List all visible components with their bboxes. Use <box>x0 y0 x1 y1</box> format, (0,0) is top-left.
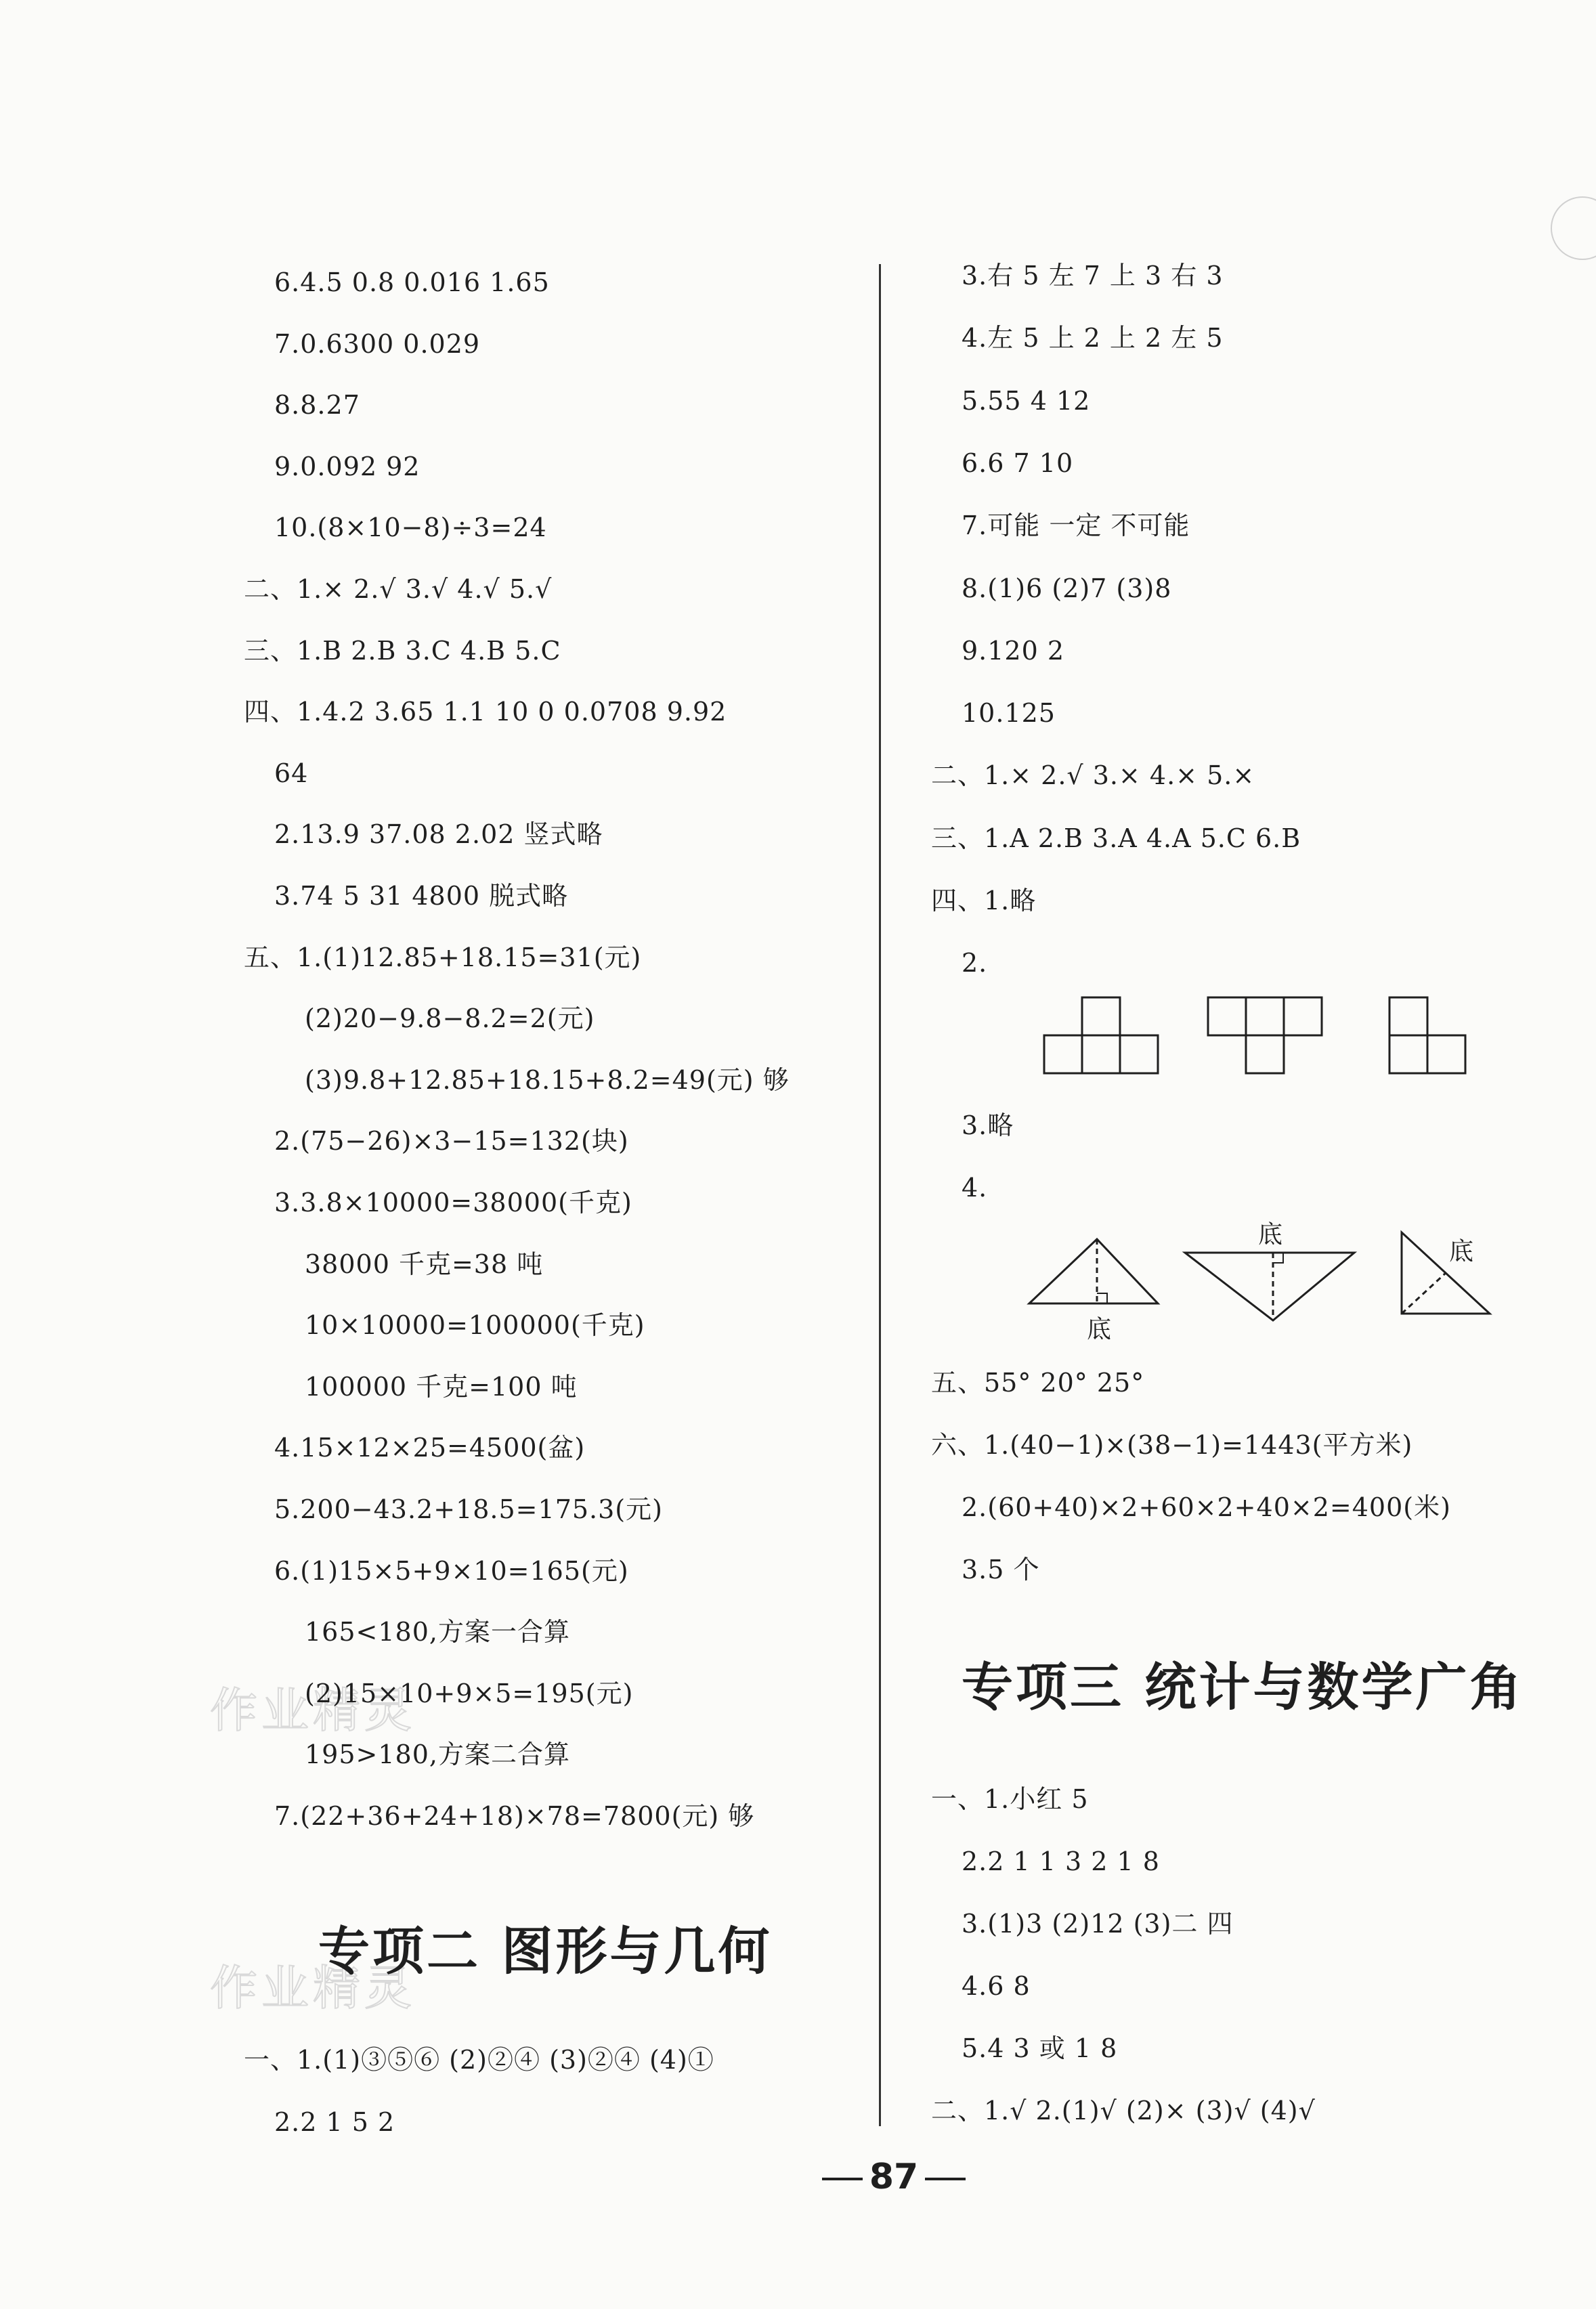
answer-line: 2.2 1 5 2 <box>274 2107 395 2137</box>
corner-logo-stamp <box>1551 196 1596 260</box>
section-heading-statistics: 专项三 统计与数学广角 <box>962 1657 1524 1717</box>
answer-line: 5.55 4 12 <box>962 385 1091 416</box>
answer-line: 3.右 5 左 7 上 3 右 3 <box>962 261 1224 290</box>
answer-line: 六、1.(40−1)×(38−1)=1443(平方米) <box>931 1430 1413 1460</box>
triangle-base-figures <box>1022 1212 1510 1347</box>
answer-line: 2.(75−26)×3−15=132(块) <box>274 1126 629 1157</box>
answer-line: 二、1.× 2.√ 3.√ 4.√ 5.√ <box>244 574 553 604</box>
answer-line: 8.(1)6 (2)7 (3)8 <box>962 573 1172 603</box>
page-number <box>813 2157 975 2197</box>
answer-line: 6.(1)15×5+9×10=165(元) <box>274 1555 629 1586</box>
answer-line: 一、1.(1)③⑤⑥ (2)②④ (3)②④ (4)① <box>244 2045 714 2075</box>
answer-line: 6.6 7 10 <box>962 448 1074 478</box>
answer-line: 38000 千克=38 吨 <box>305 1249 544 1279</box>
triangle-1-base-label: 底 <box>1087 1316 1112 1343</box>
watermark: 作业精灵 <box>210 1960 416 2016</box>
answer-line: 四、1.4.2 3.65 1.1 10 0 0.0708 9.92 <box>244 697 727 727</box>
column-divider <box>879 264 881 2126</box>
answer-line: 10.(8×10−8)÷3=24 <box>274 513 547 543</box>
answer-line: 4.左 5 上 2 上 2 左 5 <box>962 323 1224 353</box>
triangle-3-base-label: 底 <box>1449 1238 1474 1266</box>
answer-line: 三、1.B 2.B 3.C 4.B 5.C <box>244 635 561 666</box>
answer-line: (2)20−9.8−8.2=2(元) <box>305 1004 595 1034</box>
answer-line: 三、1.A 2.B 3.A 4.A 5.C 6.B <box>931 823 1301 853</box>
cube-net-figures <box>1043 992 1476 1080</box>
answer-line: 3.略 <box>962 1110 1014 1140</box>
page-number-dash-right <box>925 2178 966 2180</box>
answer-line: 3.74 5 31 4800 脱式略 <box>274 881 569 911</box>
watermark: 作业精灵 <box>210 1683 416 1738</box>
answer-line: 9.0.092 92 <box>274 451 420 481</box>
answer-line: 4.15×12×25=4500(盆) <box>274 1433 586 1463</box>
net-3 <box>1389 997 1465 1073</box>
answer-line: 10.125 <box>962 698 1056 729</box>
answer-line: 二、1.√ 2.(1)√ (2)× (3)√ (4)√ <box>931 2096 1316 2125</box>
answer-line: 9.120 2 <box>962 635 1065 666</box>
page-number-value: 87 <box>869 2157 919 2197</box>
answer-line: 五、1.(1)12.85+18.15=31(元) <box>244 942 642 972</box>
net-2 <box>1208 997 1322 1073</box>
answer-line: 5.200−43.2+18.5=175.3(元) <box>274 1494 663 1524</box>
answer-line: 2. <box>962 948 988 978</box>
answer-line: 二、1.× 2.√ 3.× 4.× 5.× <box>931 760 1255 791</box>
answer-line: 165<180,方案一合算 <box>305 1617 570 1647</box>
answer-line: 195>180,方案二合算 <box>305 1740 570 1770</box>
triangle-1 <box>1029 1239 1158 1303</box>
answer-line: 7.(22+36+24+18)×78=7800(元) 够 <box>274 1801 755 1831</box>
answer-line: 7.0.6300 0.029 <box>274 328 481 359</box>
answer-line: (2)15×10+9×5=195(元) <box>305 1678 634 1708</box>
answer-line: 五、55° 20° 25° <box>931 1368 1145 1398</box>
answer-line: 8.8.27 <box>274 390 360 420</box>
net-1 <box>1044 997 1158 1073</box>
answer-line: 3.(1)3 (2)12 (3)二 四 <box>962 1909 1234 1939</box>
triangle-2 <box>1185 1253 1354 1320</box>
answer-line: 3.3.8×10000=38000(千克) <box>274 1188 632 1217</box>
answer-line: 2.(60+40)×2+60×2+40×2=400(米) <box>962 1492 1451 1522</box>
answer-line: 100000 千克=100 吨 <box>305 1371 578 1402</box>
answer-line: 4.6 8 <box>962 1971 1031 2001</box>
answer-line: 7.可能 一定 不可能 <box>962 511 1190 541</box>
section-heading-geometry: 专项二 图形与几何 <box>318 1921 773 1981</box>
answer-line: 5.4 3 或 1 8 <box>962 2033 1118 2063</box>
answer-line: 4. <box>962 1173 988 1203</box>
answer-line: 10×10000=100000(千克) <box>305 1310 645 1341</box>
answer-line: 四、1.略 <box>931 886 1037 915</box>
answer-line: (3)9.8+12.85+18.15+8.2=49(元) 够 <box>305 1064 790 1095</box>
answer-line: 3.5 个 <box>962 1555 1040 1584</box>
answer-line: 6.4.5 0.8 0.016 1.65 <box>274 267 550 297</box>
triangle-2-base-label: 底 <box>1258 1221 1283 1249</box>
answer-line: 2.2 1 1 3 2 1 8 <box>962 1847 1160 1876</box>
page-number-dash-left <box>822 2178 863 2180</box>
answer-line: 一、1.小红 5 <box>931 1784 1089 1814</box>
answer-line: 64 <box>274 758 309 788</box>
answer-line: 2.13.9 37.08 2.02 竖式略 <box>274 819 603 850</box>
